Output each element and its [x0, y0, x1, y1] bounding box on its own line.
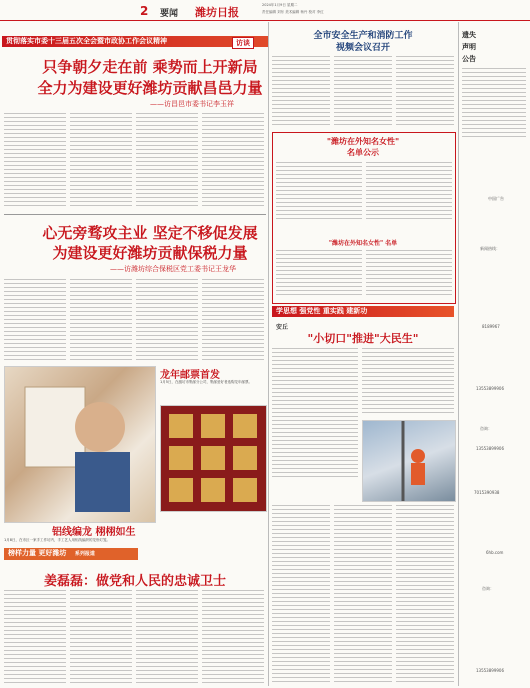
dragon-photo-caption: 1月5日，在潍坊市集邮分公司，集邮爱好者选购龙年邮票。 [160, 380, 252, 384]
lantern-photo-caption: 1月8日，在市区一家手工作坊内，手工艺人用铝线编织的龙形灯笼。 [4, 538, 110, 542]
editors-line: 责任编辑 刘东 美术编辑 杨丹 校对 李红 [262, 10, 324, 14]
main-body-col-2 [70, 113, 132, 209]
side-field-3: 8189967 [482, 324, 500, 329]
notice-box-title: "潍坊在外知名女性" [326, 136, 400, 146]
page-header [0, 0, 530, 20]
top-banner-title: 贯彻落实市委十三届五次全会暨市政协工作会议精神 [6, 37, 167, 45]
side-field-8: 6hb.com [486, 550, 504, 555]
top-banner-tag: 访谈 [232, 37, 254, 49]
dragon-photo-art [5, 367, 155, 522]
dragon-photo [4, 366, 156, 523]
main-subhead: ——访昌邑市委书记李玉祥 [150, 100, 234, 108]
right-headline-2: 视频会议召开 [335, 43, 390, 53]
right-bottom-body-3 [396, 505, 454, 685]
bottom-headline: 姜磊磊：做党和人民的忠诚卫士 [43, 574, 226, 589]
anqiu-place: 安丘 [276, 324, 289, 331]
anqiu-body-2 [362, 348, 454, 416]
side-field-6: 13553899906 [476, 446, 504, 451]
side-field-1: 中国广告 [488, 196, 504, 201]
bottom-body-col-2 [70, 590, 132, 685]
right-bottom-body-1 [272, 505, 330, 685]
bottom-body-col-4 [202, 590, 264, 685]
main-body-col-3 [136, 113, 198, 209]
page-number: 2 [140, 4, 149, 18]
column-tag [4, 548, 138, 560]
side-field-7: 7015390938 [474, 490, 500, 495]
right-body-a1 [272, 56, 330, 126]
feature-banner [272, 306, 454, 317]
second-headline-2: 为建设更好潍坊贡献保税力量 [52, 244, 248, 262]
right-body-a3 [396, 56, 454, 126]
right-body-a2 [334, 56, 392, 126]
paper-name: 潍坊日报 [195, 6, 239, 19]
date-line: 2024年1月9日 星期二 [262, 3, 298, 7]
column-tag-sub: 系列报道 [74, 551, 95, 557]
side-title-1: 遗失 [462, 31, 476, 39]
second-body-col-4 [202, 279, 264, 361]
stamp-grid-art [161, 406, 266, 511]
side-title-3: 公告 [462, 55, 476, 63]
notice-list-1 [276, 250, 362, 298]
notice-body-1 [276, 162, 362, 222]
side-field-10: 13553899906 [476, 668, 504, 673]
column-tag-label: 榜样力量 更好潍坊 [8, 549, 67, 557]
second-subhead: ——访潍坊综合保税区党工委书记王龙华 [110, 265, 236, 273]
header-rule [0, 20, 530, 21]
second-headline-1: 心无旁骛攻主业 坚定不移促发展 [42, 224, 258, 242]
feature-banner-label: 学思想 强党性 重实践 建新功 [276, 307, 368, 315]
top-banner [2, 36, 268, 47]
right-headline-1: 全市安全生产和消防工作 [313, 31, 413, 41]
second-body-col-2 [70, 279, 132, 361]
second-body-col-1 [4, 279, 66, 361]
notice-body-2 [366, 162, 452, 222]
side-field-9: 咨询： [482, 586, 494, 591]
bottom-body-col-3 [136, 590, 198, 685]
bottom-body-col-1 [4, 590, 66, 685]
dragon-photo-title: 龙年邮票首发 [160, 370, 220, 381]
side-notices [462, 68, 526, 138]
section-name: 要闻 [160, 9, 179, 19]
anqiu-body-1 [272, 348, 358, 478]
notice-box-title-2: 名单公示 [347, 147, 379, 157]
main-divider [4, 214, 266, 215]
right-bottom-body-2 [334, 505, 392, 685]
side-field-5: 咨询： [480, 426, 492, 431]
notice-list-2 [366, 250, 452, 298]
anqiu-headline: "小切口"推进"大民生" [307, 332, 419, 345]
col-divider-main [268, 22, 269, 686]
side-field-2: 新闻热线： [480, 246, 500, 251]
main-headline-2: 全力为建设更好潍坊贡献昌邑力量 [37, 79, 263, 97]
side-title-2: 声明 [462, 43, 476, 51]
anqiu-photo-art [363, 421, 455, 501]
lantern-photo-title: 铝线编龙 栩栩如生 [52, 527, 136, 538]
anqiu-photo [362, 420, 456, 502]
notice-list-title: "潍坊在外知名女性" 名单 [328, 240, 398, 247]
main-body-col-1 [4, 113, 66, 209]
main-headline-1: 只争朝夕走在前 乘势而上开新局 [42, 58, 258, 76]
second-body-col-3 [136, 279, 198, 361]
main-body-col-4 [202, 113, 264, 209]
col-divider-side [458, 22, 459, 686]
side-field-4: 13553899906 [476, 386, 504, 391]
dragon-stamps-photo [160, 405, 267, 512]
